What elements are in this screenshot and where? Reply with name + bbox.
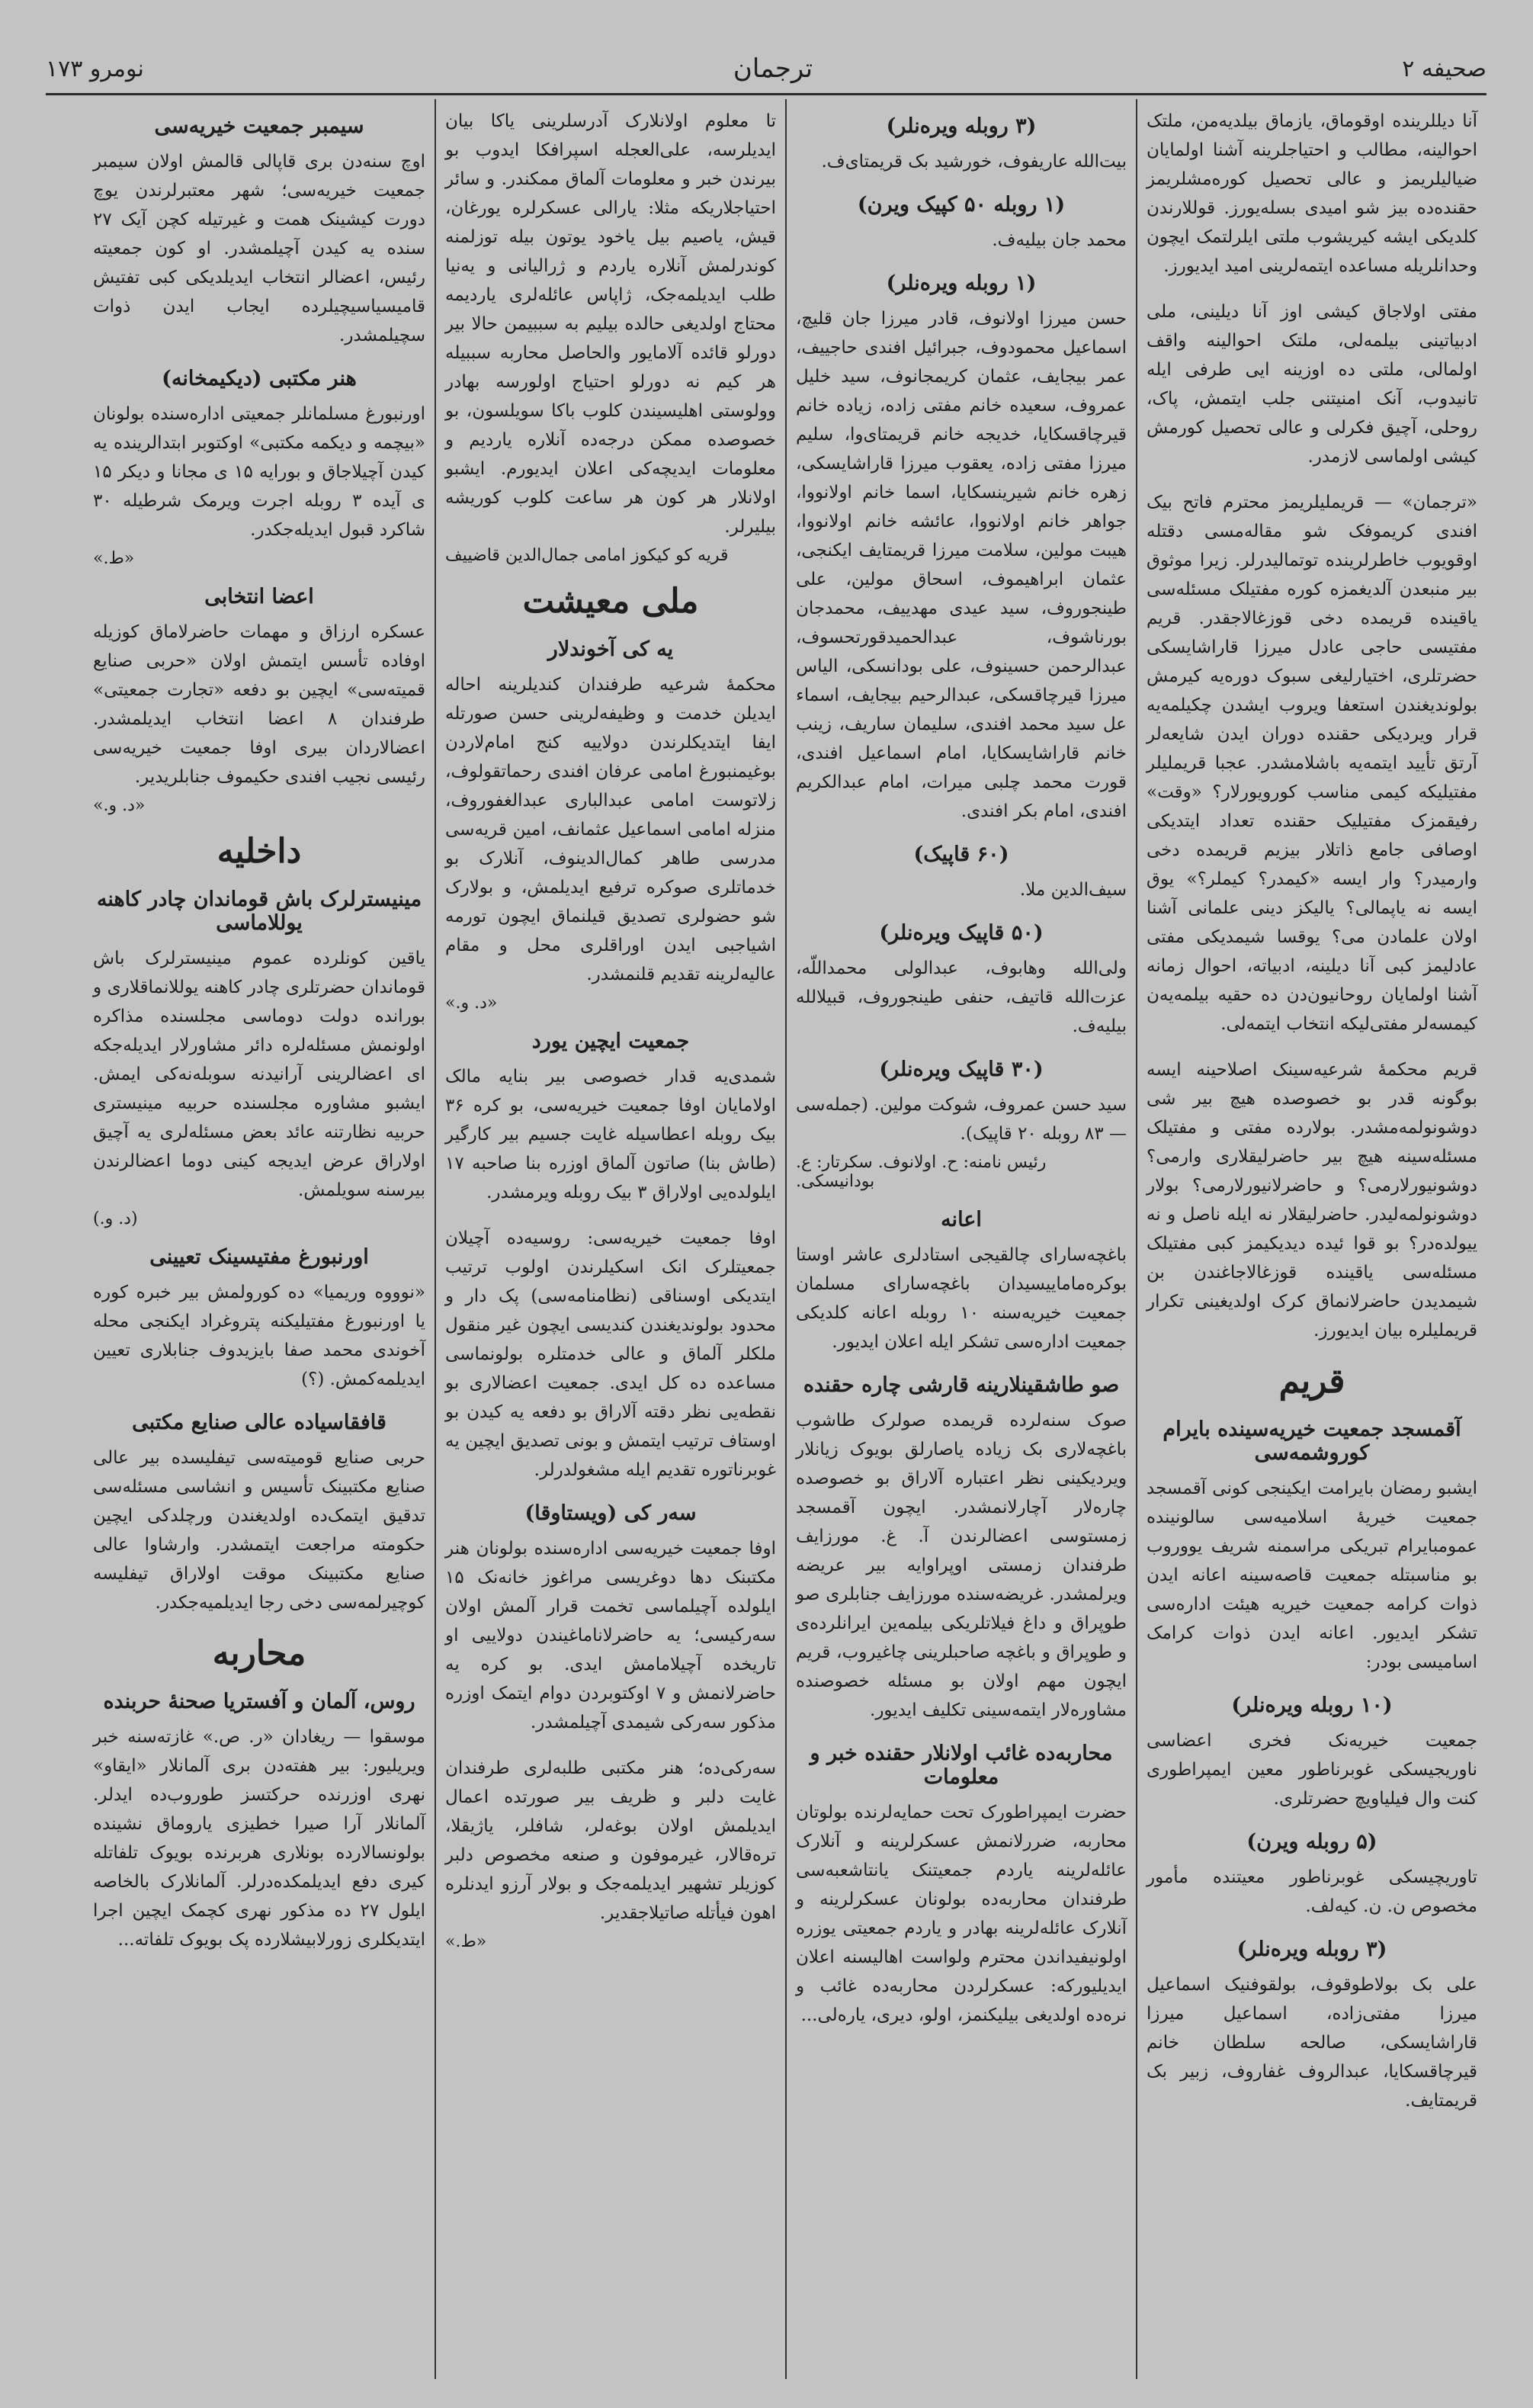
article-title: (۳۰ قاپیک ویره‌نلر)	[879, 1058, 1044, 1081]
article-body: تاوریچیسکی غوبرناطور معیتنده مأمور مخصوص ن. ن. کیه‌لف.	[1147, 1867, 1477, 1916]
column-4	[84, 99, 435, 2379]
page-header	[46, 46, 1486, 92]
article-title: سه‌ر کی (ویستاوقا)	[524, 1501, 697, 1525]
article-body: جمعیت خیریه‌نک فخری اعضاسی ناوریجیسکی غوبرناطور معین ایمپراطوری کنت وال فیلیاویچ حضرتلری.	[1147, 1731, 1477, 1809]
article-signature: «ط.»	[445, 1932, 487, 1951]
article-signature: «د. و.»	[445, 994, 498, 1013]
article-title: (۱ روبله ویره‌نلر)	[886, 271, 1037, 295]
article	[93, 1634, 425, 1673]
article-body: تا معلوم اولانلارک آدرسلرینی یاکا بیان ایدیلرسه، علی‌العجله اسپرافکا ایدوب بو بیرندن خبر و معلومات آلماق ممکندر. و سائر احتیاجلاریکه مثلا: یارالی عسکرلره یورغان، قیش، یاصیم بیل یاخود یوتون بیله توزلمنه کوندرلمش آنلاره یاردم و ژرالیانی و یه‌نیا طلب ایدیلمه‌جک، ژاپاس عائله‌لری یاردیمه محتاج اولدیغی حالده بیلیم به سببیمن حالا بیر دورلو قائده آلامایور والحاصل محاربه سببیله هر کیم نه دورلو احتیاج اولورسه بهادر وولوستی اهلیسیندن کلوب باکا سویلسون، بو خصوصده ممکن درجه‌ده آنلاره یاردیم و معلومات ایدیچه‌کی اعلان ایدیورم. ایشبو اولانلار هر کون هر ساعت کلوب کوریشه بیلیرلر.	[445, 111, 776, 537]
article	[796, 1373, 1127, 1725]
article	[796, 1742, 1127, 2030]
article-title: اعانه	[941, 1208, 982, 1231]
article-body: باغچه‌سارای چالقیجی استادلری عاشر اوستا بوکره‌ماماییسیدان باغچه‌سارای مسلمان جمعیت خیریه‌سنه ۱۰ روبله اعانه کلدیکی جمعیت اداره‌سی تشکر ایله اعلان ایدیور.	[796, 1245, 1127, 1352]
article-body: اوفا جمعیت خیریه‌سی اداره‌سنده بولونان هنر مکتبنک دها دوغریسی مراغوز خانه‌نک ۱۵ ایلولده آچیلماسی تخمت قرار آلمش اولان سه‌رکیسی؛ یه حاضرلاناماغیندن دولاییی او تاریخده آچیلامامش ایدی. بو کره یه حاضرلانمش و ۷ اوکتوبردن دوام ایتمک اوزره مذکور سه‌رکی شیمدی آچیلمشدر.	[445, 1539, 776, 1732]
article	[1147, 1830, 1477, 1921]
column-2	[785, 99, 1136, 2379]
article	[796, 921, 1127, 1041]
article-body: اورنبورغ مسلمانلر جمعیتی اداره‌سنده بولونان «بیچمه و دیکمه مکتبی» اوکتوبر ابتدالرینده یه کیدن آچیلاجاق و بورایه ۱۵ ی مجانا و دیکر ۱۵ ی آیده ۳ روبله اجرت ویرمک شرطیله ۳۰ شاکرد قبول ایدیله‌جکدر.	[93, 404, 425, 540]
article	[796, 1058, 1127, 1191]
article-signature: «د. و.»	[93, 796, 146, 815]
article	[93, 832, 425, 871]
issue-number: نومرو ۱۷۳	[46, 55, 144, 82]
article-body: بیت‌الله عاریفوف، خورشید بک قریمتای‌ف.	[821, 152, 1127, 172]
article-body: حضرت ایمپراطورک تحت حمایه‌لرنده بولوتان محاربه، ضررلانمش عسکرلرینه و آنلارک عائله‌لرینه یاردم جمعیتنک یانتاشعبه‌سی طرفندان محاربه‌ده بولونان عسکرلرینه و آنلارک عائله‌لرینه بهادر و یاردم جمعیتی یوزره اولونیفیداندن محترم ولواست اهالیسنه اعلان ایدیلیورکه: عسکرلردن محاربه‌ده غائب و نره‌ده اولدیغی بیلیکنمز، اولو، دیری، یاره‌لی...	[796, 1803, 1127, 2025]
article-body: اوچ سنه‌دن بری قاپالی قالمش اولان سیمبر جمعیت خیریه‌سی؛ شهر معتبرلرندن یوچ دورت کیشینک همت و غیرتیله کچن آیک ۲۷ سنده یه کیدن آچیلمشدر. او کون جمعیته رئیس، اعضالر انتخاب ایدیلدیکی کبی تفتیش قامیسیاسیچیلرده ایجاب ایدن ذوات سچیلمشدر.	[93, 152, 425, 345]
article	[1147, 1418, 1477, 1677]
article-signature: (د. و.)	[93, 1209, 138, 1228]
article	[93, 888, 425, 1228]
article	[1147, 1055, 1477, 1345]
article	[1147, 107, 1477, 281]
article-title: قافقاسیاده عالی صنایع مکتبی	[132, 1411, 386, 1434]
article-body: «ترجمان» — قریملیلریمز محترم فاتح بیک افندی کریموفک شو مقاله‌مسی دقتله اوقویوب خاطرلرینده توتمالیدرلر. زیرا موثوق بیر منبعدن آلدیغمزه کوره مفتیلک مسئله‌سی یاقینده قریمده دخی قوزغالاجقدر. قریم مفتیسی حاجی عادل میرزا قاراشایسکی حضرتلری، اختیارلیغی سبوک دوره‌یه کیرمش بولوندیغندن استعفا ویروب ایشدن چکیلمه‌یه قرار ویردیکی حقنده دوران ایدن شایعه‌لر آرتق تأیید ایتمه‌یه باشلامشدر. عجبا قریملیلر مفتیلیکه کیمی مناسب کورویورلار؟ «وقت» رفیقمزک مفتیلیک حقنده تعداد ایتدیکی اوصافی جامع ذاتلار بیزیم قریمده دخی وارمیدر؟ وار ایسه «کیمدر؟ کیملر؟» یوق ایسه نه یاپمالی؟ یالیکز دینی علمانی آشنا اولان علما‌دن می؟ یوقسا شیمدیکی مفتی عادلیمز کبی آنا دیلینه، ادبیاته، احوال زمانه آشنا اولمایان روحانیون‌دن ده حقیه بیلمه‌یه‌ن کیمسه‌لر‌ مفتی‌لیکه انتخاب ایتمه‌لی.	[1147, 493, 1477, 1034]
article	[1147, 1938, 1477, 2115]
article-title: مینیسترلرک باش قوماندان چادر کاهنه یوللاماسی	[96, 888, 422, 935]
column-1	[1136, 99, 1486, 2379]
article-title: (۵۰ قاپیک ویره‌نلر)	[879, 921, 1044, 945]
article-title: (۳ روبله ویره‌نلر)	[886, 114, 1037, 138]
article-body: یاقین کونلرده عموم مینیسترلرک باش قوماندان حضرتلری چادر کاهنه یوللانماقلاری و بورانده دولت دوماسی مجلسنده مذاکره اولونمش مسئله‌لره دائر مشاورلار ایدیله‌جکه ای اعضالرینی آرانیدنه سوبله‌نه‌کی ایمش. ایشبو مشاوره مجلسنده حربیه مینیستری حربیه نظارتنه عائد بعض مسئله‌لری یه آچیق اولاراق عرض ایدیجه کینی دوما اعضالرندن بیرسنه سویلمش.	[93, 949, 425, 1200]
article-title: آقمسجد جمعیت خیریه‌سینده بایرام کوروشمه‌سی	[1163, 1418, 1461, 1465]
article	[93, 585, 425, 815]
article-title: (۶۰ قاپیک)	[913, 843, 1009, 866]
article	[445, 637, 776, 1013]
section-heading: داخلیه	[216, 832, 302, 871]
article-body: ولی‌الله وهابوف، عبدالولی محمداللّه، عزت‌الله قاتیف، حنفی طینجوروف، قبیلالله بیلیه‌ف.	[796, 958, 1127, 1036]
article-body: شمدی‌یه قدار خصوصی بیر بنایه مالک اولامایان اوفا جمعیت خیریه‌سی، بو کره ۳۶ بیک روبله اعطاسیله غایت جسیم بیر کارگیر (طاش بنا) صاتون آلماق اوزره بنا صاحبه ۱۷ ایلولده‌یی اولاراق ۳ بیک روبله ویرمشدر.	[445, 1067, 776, 1202]
article-title: یه کی آخوندلار	[547, 637, 674, 661]
article-signature: «ط.»	[93, 549, 135, 568]
article	[93, 1245, 425, 1394]
article-title: محاربه‌ده غائب اولانلار حقنده خبر و معلومات	[810, 1742, 1113, 1789]
article-body: صوک سنه‌لرده قریمده صولرک طاشوب باغچه‌لاری بک زیاده یاصارلق بویوک زیانلار ویردیکینی نظر اعتباره آلاراق بو خصوصده چاره‌لار آچارلانمشدر. ایچون آقمسجد زمستوسی اعضالرندن آ. غ. مورزایف طرفندان زمستی اوپراوایه بیر عریضه ویرلمشدر. غریضه‌سنده مورزایف جنابلری صو طوپراق و داغ فیلاتلریکی بیلمه‌ین ایرانلرده‌ی و طوپراق و باغچه صاحبلرینی چاغیروب، قریم ایچون مهم اولان بو مسئله خصوصنده مشاوره‌لار ایتمه‌سینی تکلیف ایدیور.	[796, 1411, 1127, 1720]
article-title: (۳ روبله ویره‌نلر)	[1236, 1938, 1387, 1961]
article-title: هنر مکتبی (دیکیمخانه)	[162, 367, 357, 390]
article	[796, 271, 1127, 826]
column-3	[435, 99, 785, 2379]
article-body: علی بک بولاطوقوف، بولقوفنیک اسماعیل میرزا مفتی‌زاده، اسماعیل میرزا قاراشایسکی، صالحه سلطان خانم قیرچاقسکایا، عبدالروف غفاروف، زبیر بک قریمتایف.	[1147, 1975, 1477, 2111]
article-title: (۱ روبله ۵۰ کپیک ویرن)	[857, 193, 1066, 217]
article	[445, 1224, 776, 1485]
article-body: اوفا جمعیت خیریه‌سی: روسیه‌ده آچیلان جمعیتلرک انک اسکیلرندن اولوب ترتیب ایتدیکی اوسناقی (نظامنامه‌سی) پک دار و محدود بولوندیغندن کندیسی ایچون غیر منقول ملکلر آلماق و عالی خدمتلره بولونماسی مساعده ده کل ایدی. جمعیت اعضالاری بو نقطه‌یی نظر دقته آلاراق بو دفعه یه کیدن بو اوستاف ترتیب ایتمش و بونی تصدیق ایچین یه غوبرناتوره تقدیم ایله مشغولدرلر.	[445, 1228, 776, 1480]
section-heading: ملی معیشت	[522, 582, 699, 621]
article-body: عسکره ارزاق و مهمات حاضرلاماق کوزیله اوفاده تأسس ایتمش اولان «حربی صنایع قمیته‌سی» ایچین بو دفعه «تجارت جمعیتی» طرفندان ۸ اعضا انتخاب ایدیلمشدر. اعضالاردان بیری اوفا جمعیت خیریه‌سی رئیسی نجیب افندی حکیموف جنابلریدیر.	[93, 622, 425, 787]
article-body: محکمهٔ شرعیه طرفندان کندیلرینه احاله ایدیلن خدمت و وظیفه‌لرینی حسن صورتله ایفا ایتدیکلرندن دولاییه کنج امام‌لاردن بوغیمنبورغ امامی عرفان افندی رحماتقولوف، زلاتوست امامی عبدالباری عبدالغفوروف، منزله امامی اسماعیل عثمانف، امین قریه‌سی مدرسی طاهر کمال‌الدینوف، آنلارک بو خدماتلری صوکره ترفیع ایدیلمش، و بولارک شو حضولری تصدیق قیلنماق ایچون تورمه اشیاجبی ایدن اوراقلری محل و مقام عالیه‌لرینه تقدیم قلنمشدر.	[445, 675, 776, 984]
article-body: محمد جان بیلیه‌ف.	[992, 230, 1127, 250]
article	[93, 367, 425, 568]
article	[796, 193, 1127, 255]
article-body: حربی صنایع قومیته‌سی تیفلیسده بیر عالی صنایع مکتبینک تأسیس و انشاسی مسئله‌سی تدقیق ایتمک‌ده اولدیغندن ورچلدکی ایچین حکومته مراجعت ایتمشدر. وارشاوا عالی صنایع مکتبینک موقت اولاراق تیفلیسه کوچیرلمه‌سی دخی رجا ایدیلمیه‌جکدر.	[93, 1448, 425, 1613]
masthead-title: ترجمان	[733, 53, 813, 84]
article	[93, 114, 425, 350]
article	[1147, 1362, 1477, 1401]
article-title: (۱۰ روبله ویره‌نلر)	[1231, 1694, 1393, 1717]
article	[445, 1501, 776, 1737]
article-title: صو طاشقینلارینه قارشی چاره حقنده	[803, 1373, 1120, 1397]
article	[1147, 297, 1477, 471]
article	[445, 107, 776, 565]
article-body: سیف‌الدین ملا.	[1019, 880, 1127, 900]
article-body: ایشبو رمضان بایرامت ایکینجی کونی آقمسجد جمعیت خیریهٔ اسلامیه‌سی سالونینده عمومبایرام تبریکی مراسمنه شریف یووروب بو مناسبتله جمعیت قاصه‌سینه اعانه ایدن ذوات کرامه جمعیت خیریه هیئت اداره‌سی تشکر ایدیور. اعانه ایدن ذوات کرامک اسامیسی بودر:	[1147, 1479, 1477, 1672]
article	[93, 1411, 425, 1617]
columns-container	[46, 99, 1486, 2379]
section-heading: محاربه	[212, 1634, 306, 1673]
article-body: حسن میرزا اولانوف، قادر میرزا جان قلیچ، اسماعیل محمودوف، جبرائیل افندی حاجییف، عمر بیجایف، عثمان کریمجانوف، سید خلیل عمروف، سعیده خانم مفتی زاده، زیاده خانم قیرچاقسکایا، خدیجه خانم قریمتای‌وا، سلیم میرزا مفتی زاده، یعقوب میرزا قاراشایسکی، زهره خانم شیرینسکایا، اسما خانم اولانووا، جواهر خانم اولانووا، عائشه خانم اولانووا، هیبت مولین، سلامت میرزا قریمتایف ایکنجی، عثمان ابراهیموف، اسحاق مولین، علی طینجوروف، سید عیدی مهدییف، محمدجان بورناشوف، عبدالحمیدقورتحسوف، عبدالرحمن حسینوف، علی بودانسکی، الیاس میرزا قیرچاقسکی، عبدالرحیم بیجایف، اسماء عل سید محمد افندی، سلیمان ساریف، زینب خانم قاراشایسکایا، امام اسماعیل افندی، قورت محمد چلبی میرات، امام عبدالکریم افندی، امام بکر افندی.	[796, 309, 1127, 821]
article-body: قریم محکمهٔ شرعیه‌سینک اصلاحینه ایسه بوگونه قدر بو خصوصده هیچ بیر شی دوشونولمه‌مشدر. بولارده مفتی و مفتیلک مسئله‌سینه هیچ بیر حاضرلیقلاری وارمی؟ دوشونیورلارمی؟ و حاضرلانیورلارمی؟ بولار دوشونولمه‌لیدر. حاضرلیقلار نه ایله ناصل و نه ییولده‌در؟ بو قوا ئیده دیدیکیمز کبی مفتیلک مسئله‌سی یاقینده قوزغالاجاغندن بن شیمدیدن حاضرلانماق کرک اولدیغینی تکرار قریملیلره بیان ایدیورز.	[1147, 1060, 1477, 1340]
article	[445, 1754, 776, 1951]
article-title: اورنبورغ مفتیسینک تعیینی	[149, 1245, 369, 1269]
article-title: (۵ روبله ویرن)	[1246, 1830, 1377, 1854]
article-body: «نوووه وریمیا» ده کورولمش بیر خبره کوره یا اورنبورغ مفتیلیکنه پتروغراد ایکنجی محله آخوندی محمد صفا بایزیدوف جنابلاری تعیین ایدیلمه‌کمش. (؟)	[93, 1283, 425, 1389]
section-heading: قریم	[1278, 1362, 1345, 1401]
article	[445, 582, 776, 621]
header-rule	[46, 93, 1486, 95]
article	[796, 1208, 1127, 1357]
article-signature: قریه کو کیکوز امامی جمال‌الدین قاضییف	[445, 546, 729, 565]
article	[1147, 1694, 1477, 1813]
article	[796, 114, 1127, 176]
article-title: اعضا انتخابی	[204, 585, 314, 608]
article	[93, 1690, 425, 1954]
article-body: سه‌رکی‌ده؛ هنر مکتبی طلبه‌لری طرفندان غایت دلبر و ظریف بیر صورتده اعمال ایدیلمش اولان بوغه‌لر، شافلر، یاژیقلا، تره‌قالار، غیرموفون و صنعه مخصوص دلبر کوزیلر تشهیر ایدیلمه‌جک و بولار آرزو ایدنلره اهون فیأتله صاتیلاجقدیر.	[445, 1758, 776, 1923]
article	[445, 1029, 776, 1207]
article	[796, 843, 1127, 904]
article-title: روس، آلمان و آفستریا صحنهٔ حربنده	[103, 1690, 415, 1713]
article-body: موسقوا — ریغادان «ر. ص.» غازته‌سنه خبر ویریلیور: بیر هفته‌دن بری آلمانلار «ایقاو» نهری اوزرنده حرکتسز طوروب‌ده ایدلر. آلمانلار آرا صیرا خطیزی یاروماق نشینده بولونسالارده بونلاری هربرنده بویوک تلفاتله کیری دفع ایدیلمکده‌درلر. آلمانلارک بالخاصه ایلول ۲۷ ده مذکور نهری کچمک ایچین اجرا ایتدیکلری زورلابیشلارده پک بویوک تلفاته...	[93, 1727, 426, 1950]
article-title: جمعیت ایچین یورد	[531, 1029, 690, 1053]
article-title: سیمبر جمعیت خیریه‌سی	[154, 114, 364, 138]
article-signature: رئیس نامنه: ح. اولانوف. سکرتار: ع. بودانیسکی.	[796, 1153, 1047, 1191]
article-body: آنا دیللرینده اوقوماق، یازماق بیلدیه‌من، ملتک احوالینه، مطالب و احتیاجلرینه آشنا اولمایان ضیالیلریمز و عالی تحصیل کوره‌مشلریمز حقنده‌ده بیز شو امیدی بسله‌یورز. قوللارندن کلدیکی ایشه کیریشوب ملتی ایلرلتمک ایچون وحدانلریله مساعده ایتمه‌لرینی امید ایدیورز.	[1147, 111, 1477, 276]
article	[1147, 488, 1477, 1039]
article-body: مفتی اولاجاق کیشی اوز آنا دیلینی، ملی ادبیاتینی بیلمه‌لی، ملتک احوالینه واقف اولمالی، ملتی ده اوزینه ایی طرفی ایله تانیدوب، آنک امنیتنی جلب ایتمش، پاک، روحلی، آچیق فکرلی و عالی تحصیل کورمش کیشی اولماسی لازمدر.	[1147, 302, 1477, 467]
article-body: سید حسن عمروف، شوکت مولین. (جمله‌سی — ۸۳ روبله ۲۰ قاپیک).	[796, 1095, 1127, 1144]
page-number: صحیفه ۲	[1402, 55, 1486, 82]
